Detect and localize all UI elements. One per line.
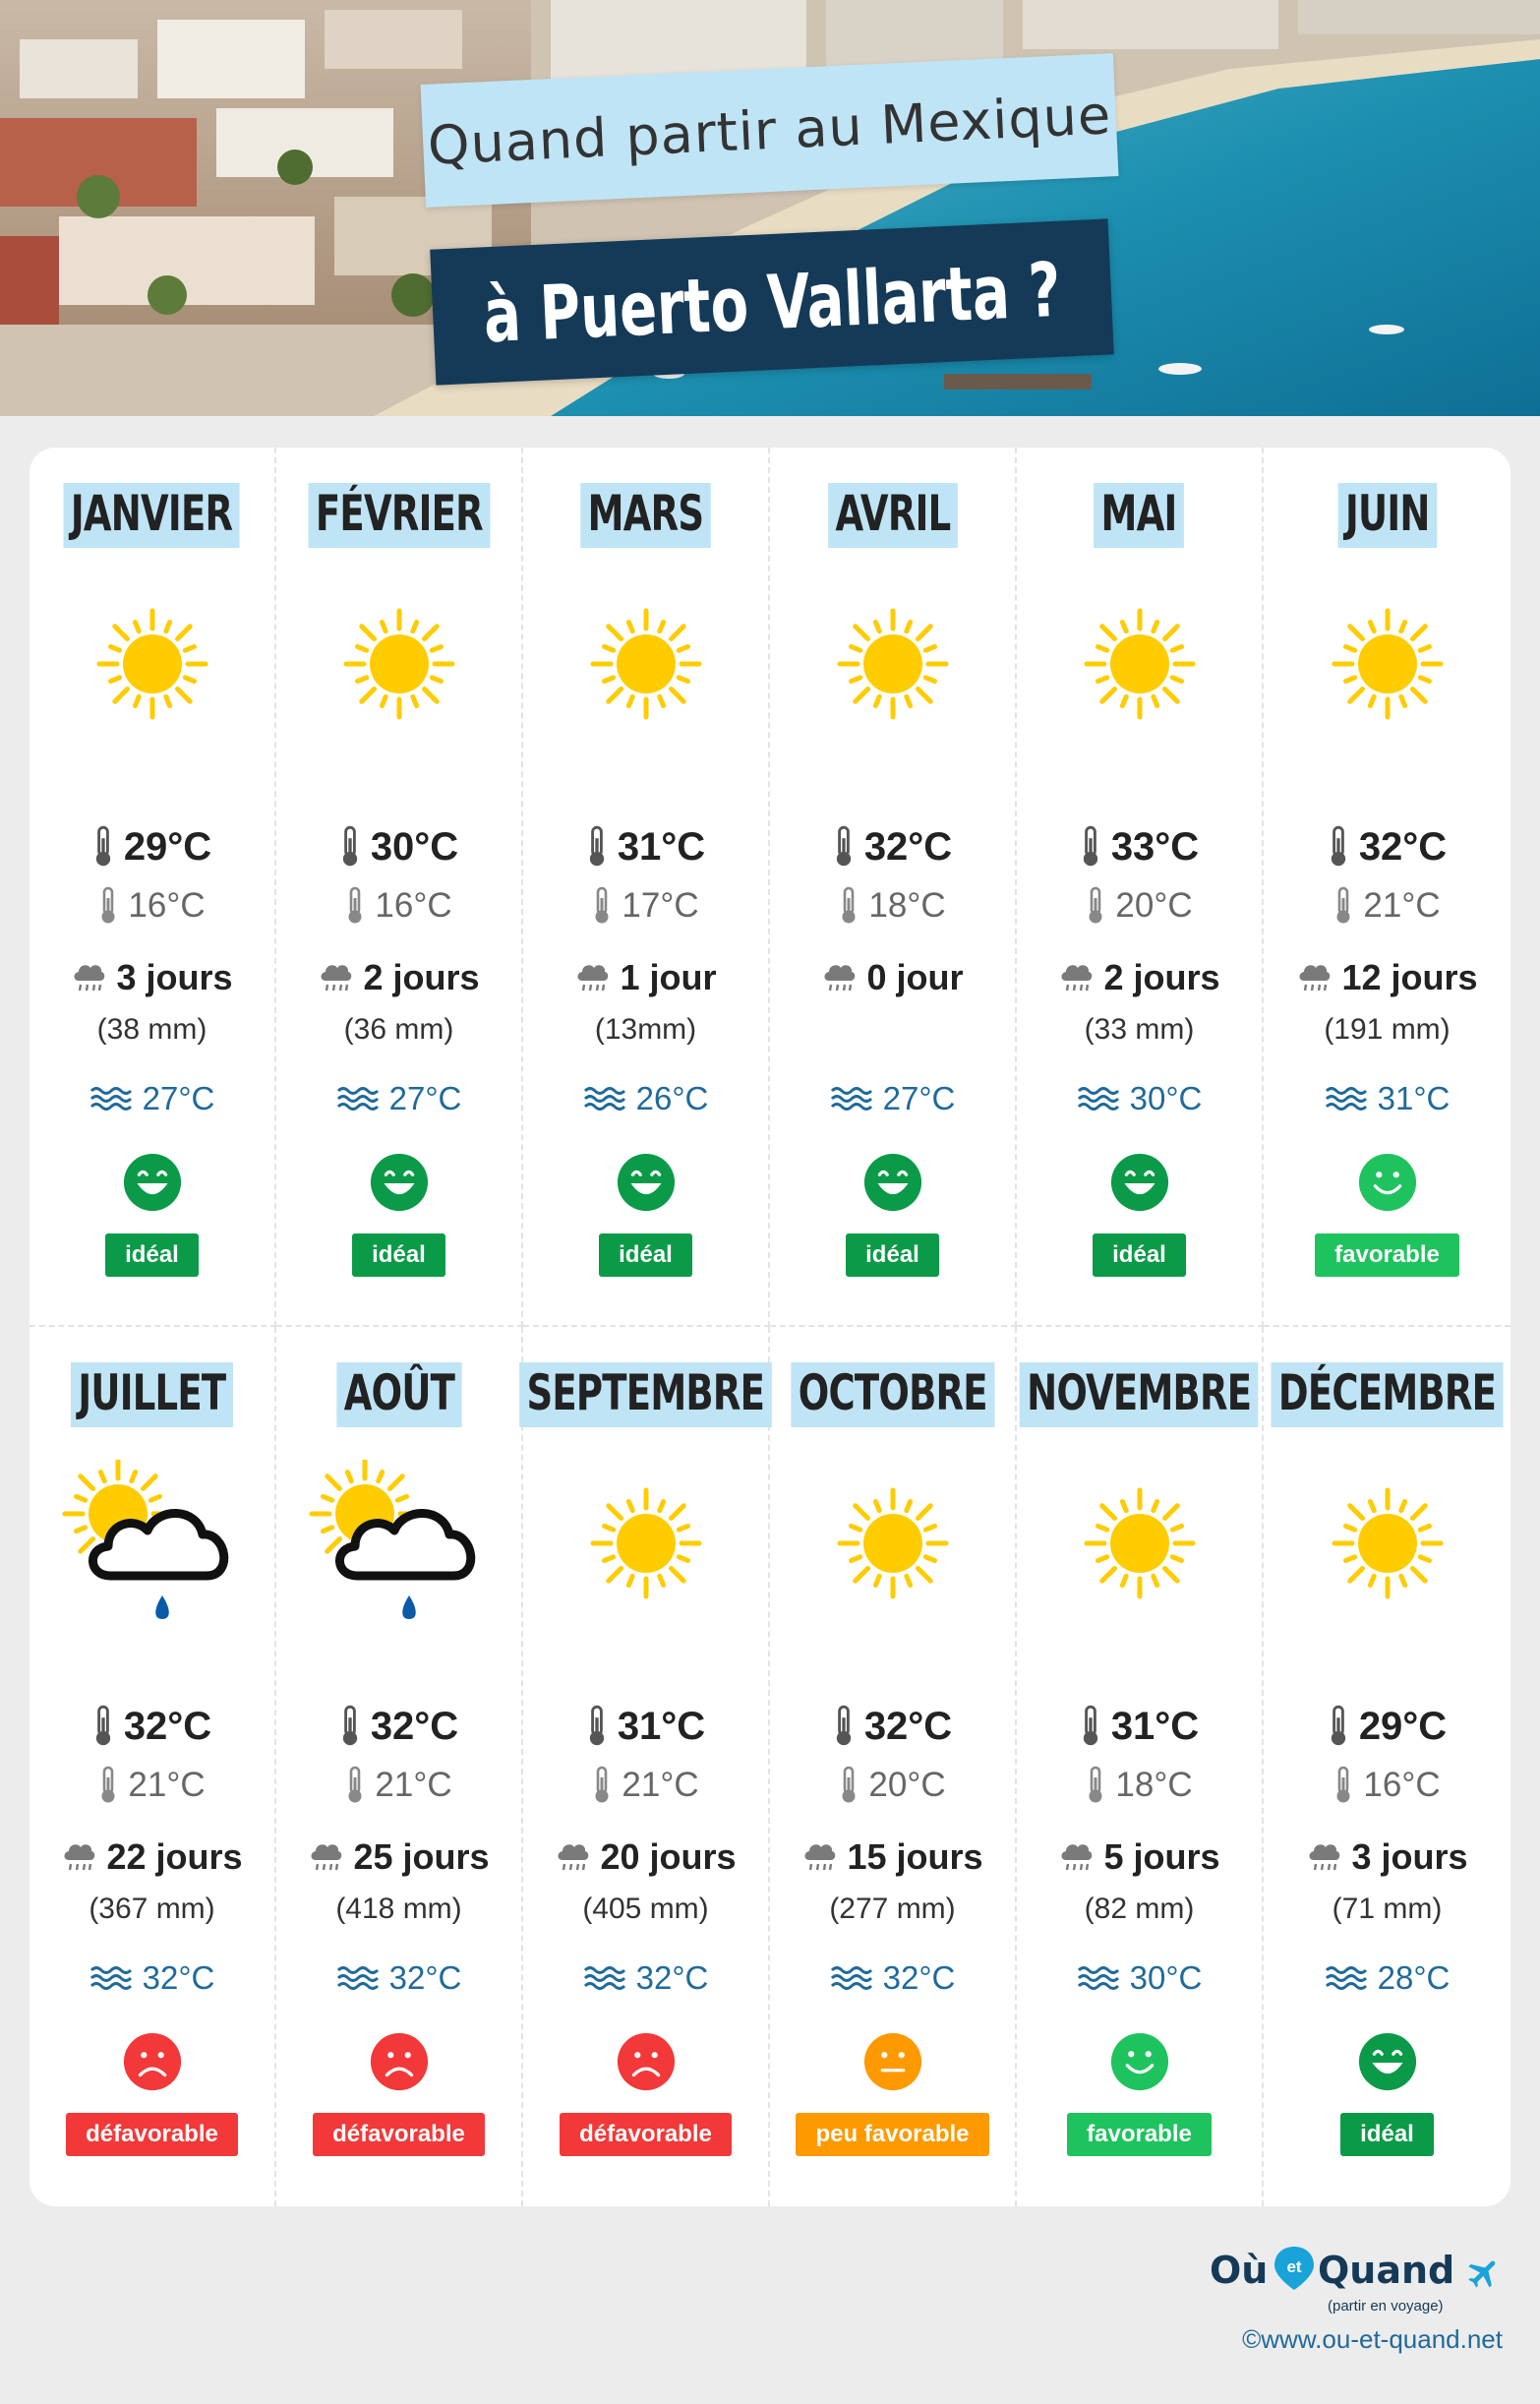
rain-days — [30, 1834, 274, 1880]
sea-wave-icon — [1325, 1085, 1368, 1112]
month-name-wrap — [276, 475, 521, 556]
rain-days — [276, 1834, 521, 1880]
month-name: AVRIL — [828, 483, 958, 548]
rain-cloud-icon — [1306, 1840, 1341, 1874]
temp-min-value: 21°C — [622, 1766, 699, 1804]
rain-mm — [1017, 1890, 1262, 1929]
sea-temp — [30, 1077, 274, 1120]
sun-icon — [1329, 1484, 1447, 1602]
temp-min — [1017, 1763, 1262, 1808]
temp-min-value: 18°C — [1115, 1766, 1193, 1804]
temp-min-value: 21°C — [1363, 886, 1441, 925]
temp-max-value: 32°C — [123, 1704, 212, 1748]
thermometer-icon — [833, 825, 855, 869]
rating-face — [770, 2030, 1015, 2093]
sad-face-icon — [369, 2031, 430, 2092]
weather-icon-wrap — [276, 600, 521, 728]
rating-badge-wrap — [1017, 2111, 1262, 2158]
month-name-wrap — [1017, 475, 1262, 556]
rain-mm-value: (71 mm) — [1332, 1893, 1443, 1925]
weather-icon-wrap — [1264, 600, 1510, 728]
rain-days — [1264, 1834, 1510, 1880]
sun-cloud-rain-icon — [59, 1460, 246, 1627]
thermometer-icon — [1333, 1766, 1353, 1805]
sea-temp-value: 27°C — [882, 1080, 956, 1116]
thermometer-icon — [839, 886, 859, 926]
temp-max-value: 31°C — [617, 1704, 706, 1748]
rain-days — [30, 955, 274, 1000]
thermometer-icon — [92, 825, 114, 869]
sea-wave-icon — [89, 1085, 133, 1112]
rain-days — [1017, 1834, 1262, 1880]
temp-max-value: 31°C — [617, 824, 706, 869]
thermometer-icon — [592, 886, 612, 926]
thermometer-icon — [1080, 1705, 1101, 1748]
rain-mm-value: (277 mm) — [829, 1893, 956, 1925]
temp-min-value: 18°C — [868, 886, 946, 925]
sea-temp — [1017, 1077, 1262, 1120]
rain-cloud-icon — [821, 961, 857, 994]
rain-cloud-icon — [801, 1840, 837, 1874]
thermometer-icon — [98, 1766, 118, 1805]
rating-badge: idéal — [1340, 2113, 1434, 2156]
thermometer-icon — [345, 1766, 365, 1805]
thermometer-icon — [1086, 886, 1105, 926]
month-name-wrap — [30, 475, 274, 556]
rain-cloud-icon — [1058, 961, 1094, 994]
sea-temp-value: 27°C — [388, 1080, 462, 1116]
weather-icon-wrap — [770, 600, 1015, 728]
rating-face — [30, 1151, 274, 1214]
thermometer-icon — [833, 1705, 855, 1748]
rating-badge-wrap — [770, 1232, 1015, 1279]
sea-temp — [523, 1077, 768, 1120]
sea-temp-value: 28°C — [1377, 1959, 1451, 1996]
rain-days — [1264, 955, 1510, 1000]
rain-days-value: 25 jours — [353, 1836, 490, 1877]
rain-cloud-icon — [318, 961, 353, 994]
month-name-wrap — [1017, 1354, 1262, 1435]
temp-max — [1017, 1701, 1262, 1752]
temp-max — [1017, 821, 1262, 872]
rain-mm-value: (82 mm) — [1084, 1893, 1195, 1925]
title-text-1: Quand partir au Mexique — [426, 84, 1113, 177]
rating-badge: défavorable — [66, 2113, 238, 2156]
header-banner — [0, 0, 1540, 416]
map-pin-icon — [1271, 2245, 1318, 2292]
sea-temp-value: 32°C — [882, 1959, 956, 1996]
weather-icon-wrap — [1017, 600, 1262, 728]
rating-badge: idéal — [1093, 1233, 1186, 1277]
temp-min — [30, 1763, 274, 1808]
month-cell — [770, 1327, 1017, 2206]
temp-min-value: 21°C — [375, 1766, 452, 1804]
temp-max — [770, 1701, 1015, 1752]
sea-temp-value: 30°C — [1129, 1959, 1203, 1996]
rain-days — [1017, 955, 1262, 1000]
rating-badge-wrap — [523, 1232, 768, 1279]
rating-badge-wrap — [276, 2111, 521, 2158]
thermometer-icon — [839, 1766, 859, 1805]
sea-wave-icon — [830, 1085, 873, 1112]
temp-min — [523, 883, 768, 929]
rating-badge: idéal — [105, 1233, 199, 1277]
month-name: AOÛT — [336, 1362, 461, 1427]
month-name: JANVIER — [64, 483, 240, 548]
rating-badge-wrap — [523, 2111, 768, 2158]
sea-temp — [770, 1077, 1015, 1120]
sea-temp — [276, 1077, 521, 1120]
thermometer-icon — [1328, 825, 1349, 869]
temp-min — [1264, 883, 1510, 929]
temp-min — [30, 883, 274, 929]
thermometer-icon — [1086, 1766, 1105, 1805]
sea-wave-icon — [1077, 1964, 1120, 1992]
sun-cloud-rain-icon — [306, 1460, 493, 1627]
month-name-wrap — [1264, 1354, 1510, 1435]
weather-icon-wrap — [770, 1479, 1015, 1607]
title-text-2: à Puerto Vallarta ? — [481, 245, 1063, 359]
temp-max — [276, 821, 521, 872]
thermometer-icon — [592, 1766, 612, 1805]
rain-cloud-icon — [71, 961, 106, 994]
rain-days-value: 1 jour — [620, 957, 717, 997]
temp-min — [770, 1763, 1015, 1808]
sea-wave-icon — [336, 1964, 380, 1992]
temp-max-value: 33°C — [1110, 824, 1200, 869]
rating-badge-wrap — [30, 1232, 274, 1279]
sea-temp — [1264, 1077, 1510, 1120]
rain-mm-value: (13mm) — [594, 1013, 697, 1046]
sun-icon — [834, 1484, 952, 1602]
rating-badge: favorable — [1315, 1233, 1459, 1277]
temp-min — [276, 883, 521, 929]
rain-cloud-icon — [1296, 961, 1332, 994]
month-cell — [30, 1327, 276, 2206]
rating-badge-wrap — [770, 2111, 1015, 2158]
rain-days-value: 3 jours — [1351, 1836, 1468, 1877]
rating-badge: idéal — [599, 1233, 692, 1277]
weather-icon-wrap — [30, 600, 274, 728]
weather-icon-wrap — [30, 1479, 274, 1607]
weather-icon-wrap — [1017, 1479, 1262, 1607]
month-cell — [1264, 1327, 1510, 2206]
temp-min — [1017, 883, 1262, 929]
temp-max-value: 30°C — [370, 824, 459, 869]
sea-temp-value: 26°C — [635, 1080, 709, 1116]
grin-face-icon — [1357, 2031, 1418, 2092]
month-name: JUILLET — [71, 1362, 233, 1427]
month-name-wrap — [770, 1354, 1015, 1435]
rating-badge-wrap — [1264, 1232, 1510, 1279]
temp-max-value: 29°C — [1358, 1704, 1448, 1748]
rain-mm — [1264, 1010, 1510, 1050]
grin-face-icon — [122, 1152, 183, 1213]
sun-icon — [1081, 1484, 1199, 1602]
smile-face-icon — [1357, 1152, 1418, 1213]
rain-cloud-icon — [308, 1840, 343, 1874]
rating-badge: peu favorable — [796, 2113, 988, 2156]
sea-wave-icon — [583, 1964, 626, 1992]
rating-face — [523, 1151, 768, 1214]
month-cell — [523, 448, 770, 1327]
rating-badge: idéal — [846, 1233, 939, 1277]
month-name: MARS — [580, 483, 710, 548]
temp-min-value: 16°C — [1363, 1766, 1441, 1804]
thermometer-icon — [339, 1705, 361, 1748]
sea-temp-value: 31°C — [1377, 1080, 1451, 1116]
rain-mm — [276, 1010, 521, 1050]
rating-face — [276, 2030, 521, 2093]
sea-temp — [276, 1956, 521, 2000]
grin-face-icon — [862, 1152, 923, 1213]
thermometer-icon — [98, 886, 118, 926]
rating-badge-wrap — [30, 2111, 274, 2158]
sea-temp-value: 30°C — [1129, 1080, 1203, 1116]
month-cell — [30, 448, 276, 1327]
month-name-wrap — [523, 475, 768, 556]
month-name: OCTOBRE — [791, 1362, 994, 1427]
temp-max — [523, 1701, 768, 1752]
month-cell — [1264, 448, 1510, 1327]
logo-ou: Où — [1210, 2249, 1269, 2292]
sea-temp — [30, 1956, 274, 2000]
thermometer-icon — [586, 825, 608, 869]
month-name: FÉVRIER — [308, 483, 490, 548]
sea-wave-icon — [336, 1085, 380, 1112]
temp-min-value: 16°C — [375, 886, 452, 925]
sea-temp-value: 27°C — [142, 1080, 215, 1116]
temp-max-value: 31°C — [1110, 1704, 1200, 1748]
rain-days-value: 0 jour — [866, 957, 964, 997]
sea-temp-value: 32°C — [635, 1959, 709, 1996]
sun-icon — [587, 1484, 705, 1602]
rain-mm — [770, 1890, 1015, 1929]
thermometer-icon — [92, 1705, 114, 1748]
sad-face-icon — [122, 2031, 183, 2092]
temp-min-value: 20°C — [1115, 886, 1193, 925]
month-name: MAI — [1095, 483, 1185, 548]
temp-min-value: 21°C — [128, 1766, 206, 1804]
month-cell — [276, 448, 523, 1327]
sea-temp — [523, 1956, 768, 2000]
smile-face-icon — [1109, 2031, 1170, 2092]
rain-days — [770, 1834, 1015, 1880]
month-name: JUIN — [1337, 483, 1436, 548]
rain-mm — [276, 1890, 521, 1929]
rain-days-value: 2 jours — [1103, 957, 1220, 997]
rating-badge-wrap — [276, 1232, 521, 1279]
rating-face — [1264, 1151, 1510, 1214]
month-name: SEPTEMBRE — [519, 1362, 771, 1427]
rain-days-value: 12 jours — [1341, 957, 1478, 997]
sea-wave-icon — [1077, 1085, 1120, 1112]
month-name-wrap — [276, 1354, 521, 1435]
rating-badge: favorable — [1067, 2113, 1212, 2156]
month-cell — [770, 448, 1017, 1327]
month-name: DÉCEMBRE — [1271, 1362, 1503, 1427]
rain-mm — [523, 1890, 768, 1929]
neutral-face-icon — [862, 2031, 923, 2092]
rating-face — [770, 1151, 1015, 1214]
rain-mm-value: (418 mm) — [335, 1893, 462, 1925]
temp-max — [1264, 1701, 1510, 1752]
rain-mm-value: (36 mm) — [343, 1013, 454, 1046]
temp-max-value: 32°C — [863, 1704, 953, 1748]
grin-face-icon — [616, 1152, 677, 1213]
temp-min — [1264, 1763, 1510, 1808]
rain-mm-value: (33 mm) — [1084, 1013, 1195, 1046]
rating-face — [276, 1151, 521, 1214]
temp-min-value: 16°C — [128, 886, 206, 925]
sun-icon — [1081, 605, 1199, 723]
logo-quand: Quand — [1318, 2249, 1455, 2292]
sea-wave-icon — [1325, 1964, 1368, 1992]
sun-icon — [340, 605, 458, 723]
month-name-wrap — [30, 1354, 274, 1435]
temp-max — [276, 1701, 521, 1752]
rating-badge: idéal — [352, 1233, 445, 1277]
weather-icon-wrap — [523, 600, 768, 728]
month-cell — [523, 1327, 770, 2206]
grin-face-icon — [1109, 1152, 1170, 1213]
temp-min — [523, 1763, 768, 1808]
temp-max — [30, 1701, 274, 1752]
rain-days-value: 2 jours — [363, 957, 480, 997]
svg-text:et: et — [1286, 2257, 1302, 2276]
rating-badge-wrap — [1017, 1232, 1262, 1279]
airplane-icon — [1465, 2254, 1503, 2292]
month-name: NOVEMBRE — [1020, 1362, 1259, 1427]
rating-face — [523, 2030, 768, 2093]
rating-face — [1017, 2030, 1262, 2093]
temp-max-value: 32°C — [863, 824, 953, 869]
rain-mm — [770, 1010, 1015, 1050]
thermometer-icon — [1328, 1705, 1349, 1748]
temp-min-value: 17°C — [622, 886, 699, 925]
month-name-wrap — [1264, 475, 1510, 556]
weather-icon-wrap — [523, 1479, 768, 1607]
rating-face — [1264, 2030, 1510, 2093]
logo-tagline: (partir en voyage) — [1328, 2298, 1444, 2314]
rain-cloud-icon — [574, 961, 610, 994]
rain-mm-value: (38 mm) — [96, 1013, 207, 1046]
sea-wave-icon — [89, 1964, 133, 1992]
month-name-wrap — [523, 1354, 768, 1435]
temp-max-value: 29°C — [123, 824, 212, 869]
temp-min — [770, 883, 1015, 929]
temp-max-value: 32°C — [1358, 824, 1448, 869]
rain-days — [770, 955, 1015, 1000]
temp-max — [30, 821, 274, 872]
rain-days — [523, 1834, 768, 1880]
temp-max — [770, 821, 1015, 872]
climate-card — [30, 448, 1510, 2206]
rain-days — [523, 955, 768, 1000]
month-cell — [1017, 448, 1264, 1327]
rain-cloud-icon — [61, 1840, 96, 1874]
rating-face — [1017, 1151, 1262, 1214]
temp-min — [276, 1763, 521, 1808]
rain-mm — [30, 1890, 274, 1929]
rain-cloud-icon — [1058, 1840, 1094, 1874]
thermometer-icon — [586, 1705, 608, 1748]
rain-days-value: 15 jours — [847, 1836, 983, 1877]
rain-cloud-icon — [555, 1840, 590, 1874]
rain-mm — [1017, 1010, 1262, 1050]
site-logo[interactable] — [1208, 2243, 1503, 2312]
temp-max — [523, 821, 768, 872]
sad-face-icon — [616, 2031, 677, 2092]
rain-mm-value: (405 mm) — [582, 1893, 709, 1925]
copyright[interactable]: ©www.ou-et-quand.net — [1242, 2324, 1503, 2354]
rain-mm-value: (367 mm) — [89, 1893, 215, 1925]
sea-temp — [1264, 1956, 1510, 2000]
rain-mm — [1264, 1890, 1510, 1929]
rain-days-value: 20 jours — [600, 1836, 737, 1877]
sun-icon — [834, 605, 952, 723]
sea-temp — [770, 1956, 1015, 2000]
rain-mm — [30, 1010, 274, 1050]
weather-icon-wrap — [276, 1479, 521, 1607]
rating-face — [30, 2030, 274, 2093]
month-cell — [276, 1327, 523, 2206]
rain-days-value: 3 jours — [116, 957, 233, 997]
month-cell — [1017, 1327, 1264, 2206]
rating-badge: défavorable — [313, 2113, 485, 2156]
temp-max-value: 32°C — [370, 1704, 459, 1748]
rain-days-value: 22 jours — [106, 1836, 243, 1877]
weather-icon-wrap — [1264, 1479, 1510, 1607]
sun-icon — [587, 605, 705, 723]
rain-days — [276, 955, 521, 1000]
temp-min-value: 20°C — [868, 1766, 946, 1804]
rain-days-value: 5 jours — [1103, 1836, 1220, 1877]
sun-icon — [1329, 605, 1447, 723]
grin-face-icon — [369, 1152, 430, 1213]
sun-icon — [93, 605, 211, 723]
thermometer-icon — [345, 886, 365, 926]
thermometer-icon — [1080, 825, 1101, 869]
sea-wave-icon — [583, 1085, 626, 1112]
thermometer-icon — [339, 825, 361, 869]
sea-temp-value: 32°C — [142, 1959, 215, 1996]
thermometer-icon — [1333, 886, 1353, 926]
rain-mm — [523, 1010, 768, 1050]
rating-badge-wrap — [1264, 2111, 1510, 2158]
rating-badge: défavorable — [560, 2113, 732, 2156]
month-name-wrap — [770, 475, 1015, 556]
temp-max — [1264, 821, 1510, 872]
sea-temp-value: 32°C — [388, 1959, 462, 1996]
sea-wave-icon — [830, 1964, 873, 1992]
month-grid — [30, 448, 1510, 2206]
rain-mm-value: (191 mm) — [1324, 1013, 1451, 1046]
sea-temp — [1017, 1956, 1262, 2000]
